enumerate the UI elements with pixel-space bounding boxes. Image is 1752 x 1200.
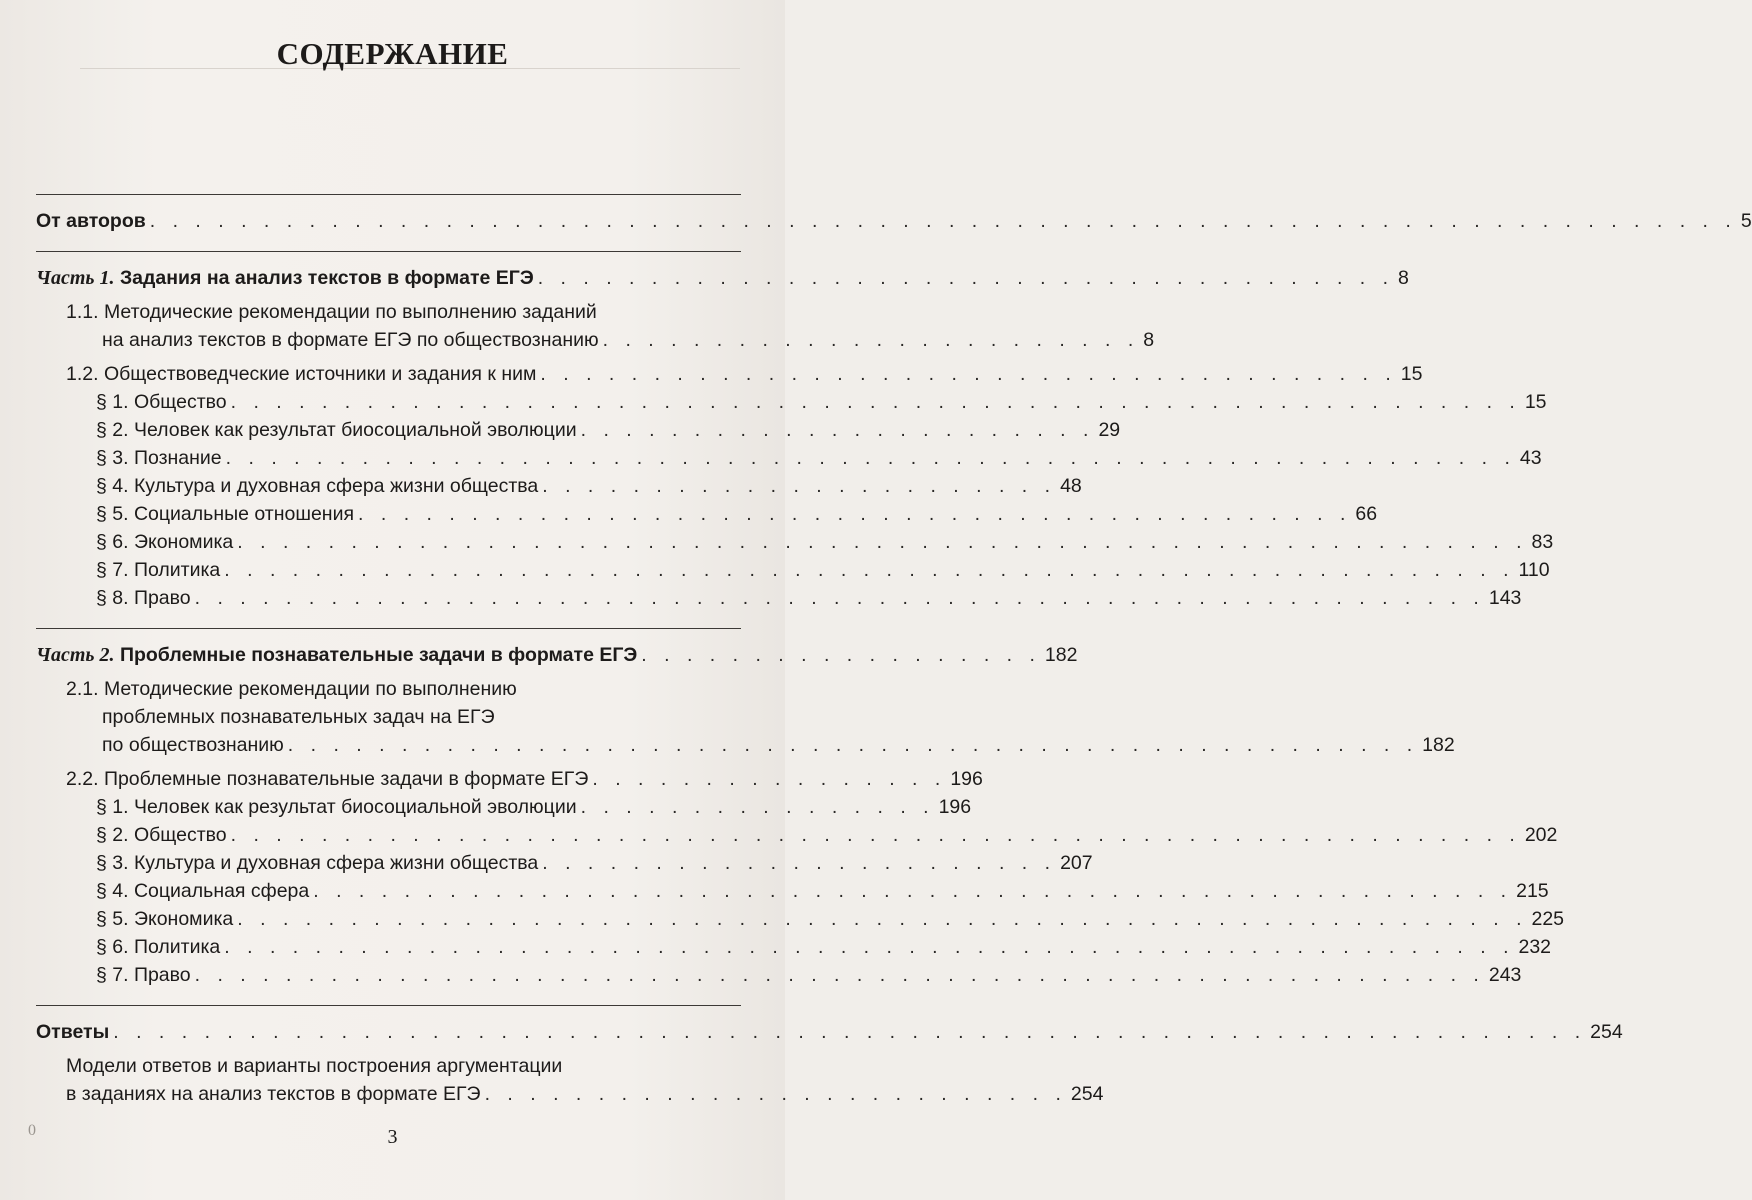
leader-dots: . . . . . . . . . . . . . . . . . . . . . . . . . . . . . . . . . . . . . . . . . . . . . . . . . . . . . . . . . bbox=[230, 824, 1521, 846]
entry-title: § 4. Культура и духовная сфера жизни общества bbox=[96, 475, 539, 497]
leader-dots: . . . . . . . . . . . . . . . . bbox=[592, 768, 947, 790]
entry-page: 110 bbox=[1518, 559, 1550, 581]
entry-page: 5 bbox=[1740, 210, 1752, 232]
entry-title: § 2. Человек как результат биосоциальной эволюции bbox=[96, 419, 577, 441]
leader-dots: . . . . . . . . . . . . . . . . . . . . . . . . . . . . . . . . . . . . . . . . . . . . . . . . . . bbox=[287, 734, 1419, 756]
entry-page: 8 bbox=[1398, 267, 1409, 289]
part-label: Часть 1. bbox=[36, 267, 115, 289]
entry-page: 43 bbox=[1519, 447, 1542, 469]
entry-title: § 8. Право bbox=[96, 587, 191, 609]
leader-dots: . . . . . . . . . . . . . . . . . . . . . . . . . . . . . . . . . . . . . . . . . . . . . . . . . . . . . . . . . bbox=[194, 964, 1485, 986]
entry-title: Ответы bbox=[36, 1021, 110, 1043]
entry-title-line: проблемных познавательных задач на ЕГЭ bbox=[102, 706, 495, 728]
entry-page: 48 bbox=[1060, 475, 1082, 497]
leader-dots: . . . . . . . . . . . . . . . . . . . . . . . . . . . . . . . . . . . . . . . . . . . . . . . . . . . . . . . . . bbox=[230, 391, 1521, 413]
entry-page: 182 bbox=[1422, 734, 1455, 756]
leader-dots: . . . . . . . . . . . . . . . . . . bbox=[641, 644, 1041, 666]
leader-dots: . . . . . . . . . . . . . . . . . . . . . . . bbox=[542, 475, 1057, 497]
toc-entry-part2[interactable] bbox=[36, 641, 1078, 669]
toc-entry-answers-models[interactable] bbox=[36, 1052, 1104, 1108]
entry-title: § 4. Социальная сфера bbox=[96, 880, 310, 902]
entry-title: От авторов bbox=[36, 210, 146, 232]
entry-page: 225 bbox=[1531, 908, 1565, 930]
toc-entry-part1[interactable] bbox=[36, 264, 1409, 292]
toc-entry-1-1[interactable] bbox=[36, 298, 1155, 354]
toc-entry-1-2-s3[interactable] bbox=[36, 444, 1542, 472]
toc-entry-2-1[interactable] bbox=[36, 675, 1455, 759]
toc-entry-2-2-s7[interactable] bbox=[36, 961, 1522, 989]
leader-dots: . . . . . . . . . . . . . . . . . . . . . . . . . . . . . . . . . . . . . . . . . . . . . . . . . . . . . . . . . bbox=[225, 447, 1516, 469]
toc-entry-2-2-s1[interactable] bbox=[36, 793, 972, 821]
leader-dots: . . . . . . . . . . . . . . . . . . . . . . . . . . . . . . . . . . . . . . . . . . . . . . . . . . . . . . . . . . . . . . . . . . . . . . bbox=[149, 210, 1737, 232]
leader-dots: . . . . . . . . . . . . . . . . . . . . . . . . . . . . . . . . . . . . . . . . . . . . . . . . . . . . . . . . . bbox=[194, 587, 1485, 609]
margin-mark: 0 bbox=[28, 1122, 36, 1139]
toc-entry-2-2-s6[interactable] bbox=[36, 933, 1552, 961]
entry-title: § 5. Экономика bbox=[96, 908, 234, 930]
divider bbox=[36, 1005, 741, 1006]
entry-page: 254 bbox=[1070, 1083, 1104, 1105]
entry-page: 196 bbox=[950, 768, 983, 790]
leader-dots: . . . . . . . . . . . . . . . . . . . . . . . . . . . . . . . . . . . . . . . . . . . . bbox=[358, 503, 1352, 525]
entry-title: § 3. Культура и духовная сфера жизни общества bbox=[96, 852, 539, 874]
divider bbox=[36, 251, 741, 252]
entry-page: 232 bbox=[1518, 936, 1552, 958]
leader-dots: . . . . . . . . . . . . . . . . . . . . . . . . . . . . . . . . . . . . . . . . . . . . . . . . . . . . . . . . . bbox=[237, 908, 1528, 930]
page-number: 3 bbox=[387, 1126, 398, 1148]
leader-dots: . . . . . . . . . . . . . . . . . . . . . . . . . . . . . . . . . . . . . . bbox=[540, 363, 1397, 385]
entry-page: 15 bbox=[1400, 363, 1423, 385]
entry-title-line: в заданиях на анализ текстов в формате ЕГЭ bbox=[66, 1083, 481, 1105]
part-title: Проблемные познавательные задачи в формате ЕГЭ bbox=[119, 644, 638, 666]
toc-entry-2-2[interactable] bbox=[36, 765, 983, 793]
entry-title: § 1. Общество bbox=[96, 391, 227, 413]
toc-entry-2-2-s4[interactable] bbox=[36, 877, 1549, 905]
divider bbox=[36, 628, 741, 629]
entry-title-line: по обществознанию bbox=[102, 734, 284, 756]
entry-page: 83 bbox=[1531, 531, 1554, 553]
leader-dots: . . . . . . . . . . . . . . . . . . . . . . . . . . . . . . . . . . . . . . . . . . . . . . . . . . . . . . . . . bbox=[237, 531, 1528, 553]
part-label: Часть 2. bbox=[36, 644, 115, 666]
toc-entry-1-2-s2[interactable] bbox=[36, 416, 1121, 444]
entry-title-line: Модели ответов и варианты построения аргументации bbox=[66, 1055, 563, 1077]
leader-dots: . . . . . . . . . . . . . . . . . . . . . . . . . . . . . . . . . . . . . . . . . . . . . . . . . . . . . . . . . bbox=[224, 559, 1515, 581]
entry-title: § 6. Политика bbox=[96, 936, 221, 958]
entry-page: 196 bbox=[938, 796, 972, 818]
entry-page: 29 bbox=[1098, 419, 1121, 441]
entry-title: 2.2. Проблемные познавательные задачи в формате ЕГЭ bbox=[66, 768, 589, 790]
toc-entry-1-2-s7[interactable] bbox=[36, 556, 1550, 584]
entry-title: § 7. Право bbox=[96, 964, 191, 986]
divider bbox=[36, 194, 741, 195]
page-title: СОДЕРЖАНИЕ bbox=[276, 36, 509, 71]
leader-dots: . . . . . . . . . . . . . . . . . . . . . . . . . . . . . . . . . . . . . . bbox=[537, 267, 1395, 289]
toc-entry-1-2-s1[interactable] bbox=[36, 388, 1547, 416]
entry-page: 66 bbox=[1355, 503, 1378, 525]
entry-page: 202 bbox=[1524, 824, 1558, 846]
entry-page: 215 bbox=[1516, 880, 1549, 902]
entry-page: 243 bbox=[1488, 964, 1522, 986]
entry-title-line: на анализ текстов в формате ЕГЭ по обществознанию bbox=[102, 329, 599, 351]
entry-title-line: 2.1. Методические рекомендации по выполнению bbox=[66, 678, 517, 700]
toc-entry-1-2-s8[interactable] bbox=[36, 584, 1522, 612]
entry-title: § 2. Общество bbox=[96, 824, 227, 846]
leader-dots: . . . . . . . . . . . . . . . . bbox=[580, 796, 935, 818]
leader-dots: . . . . . . . . . . . . . . . . . . . . . . . . . . . . . . . . . . . . . . . . . . . . . . . . . . . . . . . . . . . . . . . . . bbox=[113, 1021, 1587, 1043]
entry-title: 1.2. Обществоведческие источники и задания к ним bbox=[66, 363, 537, 385]
toc-entry-1-2-s5[interactable] bbox=[36, 500, 1378, 528]
leader-dots: . . . . . . . . . . . . . . . . . . . . . . . . . . . . . . . . . . . . . . . . . . . . . . . . . . . . . bbox=[313, 880, 1513, 902]
toc-entry-1-2-s6[interactable] bbox=[36, 528, 1554, 556]
leader-dots: . . . . . . . . . . . . . . . . . . . . . . . . . . . . . . . . . . . . . . . . . . . . . . . . . . . . . . . . . bbox=[224, 936, 1515, 958]
leader-dots: . . . . . . . . . . . . . . . . . . . . . . . bbox=[542, 852, 1057, 874]
entry-title-line: 1.1. Методические рекомендации по выполнению заданий bbox=[66, 301, 597, 323]
toc-entry-2-2-s5[interactable] bbox=[36, 905, 1565, 933]
entry-page: 254 bbox=[1590, 1021, 1623, 1043]
table-of-contents bbox=[36, 194, 1752, 1108]
leader-dots: . . . . . . . . . . . . . . . . . . . . . . . bbox=[580, 419, 1095, 441]
leader-dots: . . . . . . . . . . . . . . . . . . . . . . . . bbox=[602, 329, 1140, 351]
entry-title: § 5. Социальные отношения bbox=[96, 503, 355, 525]
entry-title: § 1. Человек как результат биосоциальной эволюции bbox=[96, 796, 577, 818]
entry-title: § 7. Политика bbox=[96, 559, 221, 581]
leader-dots: . . . . . . . . . . . . . . . . . . . . . . . . . . bbox=[484, 1083, 1067, 1105]
entry-page: 15 bbox=[1524, 391, 1547, 413]
toc-entry-answers[interactable] bbox=[36, 1018, 1623, 1046]
toc-entry-1-2-s4[interactable] bbox=[36, 472, 1082, 500]
entry-page: 8 bbox=[1143, 329, 1155, 351]
toc-entry-1-2[interactable] bbox=[36, 360, 1423, 388]
entry-title: § 3. Познание bbox=[96, 447, 222, 469]
entry-page: 207 bbox=[1060, 852, 1093, 874]
toc-entry-2-2-s3[interactable] bbox=[36, 849, 1093, 877]
entry-page: 143 bbox=[1488, 587, 1522, 609]
toc-entry-front[interactable] bbox=[36, 207, 1752, 235]
entry-title: § 6. Экономика bbox=[96, 531, 234, 553]
part-title: Задания на анализ текстов в формате ЕГЭ bbox=[119, 267, 534, 289]
entry-page: 182 bbox=[1044, 644, 1078, 666]
toc-entry-2-2-s2[interactable] bbox=[36, 821, 1558, 849]
